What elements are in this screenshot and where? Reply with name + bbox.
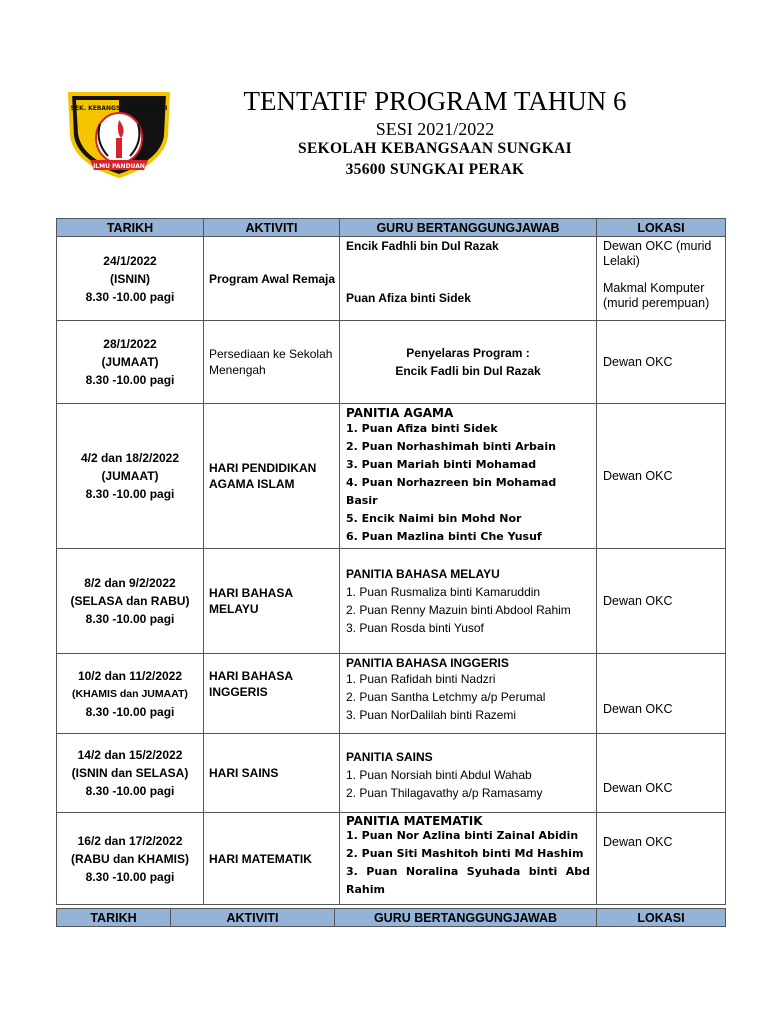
date-text: 14/2 dan 15/2/2022 bbox=[77, 748, 183, 762]
activity-cell: HARI PENDIDIKAN AGAMA ISLAM bbox=[204, 404, 340, 549]
date-cell bbox=[57, 321, 204, 404]
teacher-name: 3. Puan Mariah binti Mohamad bbox=[346, 458, 537, 471]
teacher-cell bbox=[340, 237, 597, 321]
day-text: (RABU dan KHAMIS) bbox=[71, 851, 189, 866]
col-header-guru: GURU BERTANGGUNGJAWAB bbox=[335, 909, 597, 927]
location-text: Dewan OKC (murid Lelaki) bbox=[603, 239, 712, 268]
teacher-cell bbox=[340, 734, 597, 813]
teacher-name: Puan Afiza binti Sidek bbox=[346, 291, 471, 305]
location-cell: Dewan OKC bbox=[597, 813, 726, 905]
day-text: (ISNIN) bbox=[110, 271, 150, 286]
teacher-name: 3. Puan Rosda binti Yusof bbox=[346, 621, 484, 635]
teacher-name: 4. Puan Norhazreen bin Mohamad Basir bbox=[346, 476, 557, 507]
panel-heading: PANITIA SAINS bbox=[346, 750, 433, 764]
activity-cell: HARI BAHASA INGGERIS bbox=[204, 654, 340, 734]
activity-cell: HARI SAINS bbox=[204, 734, 340, 813]
logo-top-text: SEK. KEBANGSAAN SUNGKAI bbox=[70, 105, 168, 112]
col-header-guru: GURU BERTANGGUNGJAWAB bbox=[340, 219, 597, 237]
time-text: 8.30 -10.00 pagi bbox=[85, 784, 175, 798]
school-address: 35600 SUNGKAI PERAK bbox=[345, 161, 525, 178]
teacher-cell bbox=[340, 321, 597, 404]
date-cell bbox=[57, 404, 204, 549]
schedule-table-continued bbox=[56, 908, 726, 927]
activity-cell: Program Awal Remaja bbox=[204, 237, 340, 321]
date-cell bbox=[57, 549, 204, 654]
teacher-cell bbox=[340, 549, 597, 654]
col-header-tarikh: TARIKH bbox=[57, 219, 204, 237]
table-header-row bbox=[57, 909, 726, 927]
table-header-row bbox=[57, 219, 726, 237]
coordinator-label: Penyelaras Program : bbox=[406, 346, 530, 360]
teacher-name: 2. Puan Renny Mazuin binti Abdool Rahim bbox=[346, 603, 571, 617]
panel-heading: PANITIA AGAMA bbox=[346, 406, 454, 420]
location-cell: Dewan OKC bbox=[597, 549, 726, 654]
school-name: SEKOLAH KEBANGSAAN SUNGKAI bbox=[298, 140, 572, 157]
activity-cell: HARI MATEMATIK bbox=[204, 813, 340, 905]
col-header-aktiviti: AKTIVITI bbox=[204, 219, 340, 237]
day-text: (JUMAAT) bbox=[101, 355, 159, 369]
day-text: (ISNIN dan SELASA) bbox=[71, 766, 189, 780]
teacher-name: Encik Fadhli bin Dul Razak bbox=[346, 239, 499, 253]
time-text: 8.30 -10.00 pagi bbox=[85, 487, 175, 501]
teacher-name: 2. Puan Norhashimah binti Arbain bbox=[346, 440, 556, 453]
teacher-name: 2. Puan Siti Mashitoh binti Md Hashim bbox=[346, 847, 584, 860]
col-header-tarikh: TARIKH bbox=[57, 909, 171, 927]
col-header-aktiviti: AKTIVITI bbox=[171, 909, 335, 927]
date-cell bbox=[57, 813, 204, 905]
date-text: 10/2 dan 11/2/2022 bbox=[77, 668, 183, 683]
table-row bbox=[57, 654, 726, 734]
teacher-name: 2. Puan Thilagavathy a/p Ramasamy bbox=[346, 786, 543, 800]
activity-cell: HARI BAHASA MELAYU bbox=[204, 549, 340, 654]
col-header-lokasi: LOKASI bbox=[597, 219, 726, 237]
date-text: 8/2 dan 9/2/2022 bbox=[84, 576, 176, 590]
date-cell bbox=[57, 654, 204, 734]
col-header-lokasi: LOKASI bbox=[597, 909, 726, 927]
teacher-cell bbox=[340, 404, 597, 549]
table-row bbox=[57, 237, 726, 321]
logo-ribbon-text: ILMU PANDUAN bbox=[93, 163, 145, 170]
time-text: 8.30 -10.00 pagi bbox=[85, 289, 175, 304]
teacher-name: 5. Encik Naimi bin Mohd Nor bbox=[346, 512, 522, 525]
time-text: 8.30 -10.00 pagi bbox=[85, 612, 175, 626]
date-text: 16/2 dan 17/2/2022 bbox=[77, 833, 183, 848]
date-cell bbox=[57, 734, 204, 813]
table-row bbox=[57, 404, 726, 549]
session-label: SESI 2021/2022 bbox=[375, 119, 495, 139]
teacher-name: Encik Fadli bin Dul Razak bbox=[395, 364, 541, 378]
location-cell bbox=[597, 237, 726, 321]
teacher-name: 1. Puan Nor Azlina binti Zainal Abidin bbox=[346, 829, 579, 842]
teacher-name: 1. Puan Norsiah binti Abdul Wahab bbox=[346, 768, 532, 782]
teacher-name: 3. Puan NorDalilah binti Razemi bbox=[346, 708, 517, 722]
document-title: TENTATIF PROGRAM TAHUN 6 bbox=[243, 86, 627, 116]
schedule-table bbox=[56, 218, 726, 905]
teacher-name: 1. Puan Rusmaliza binti Kamaruddin bbox=[346, 585, 541, 599]
teacher-name: 1. Puan Rafidah binti Nadzri bbox=[346, 672, 496, 686]
panel-heading: PANITIA MATEMATIK bbox=[346, 814, 483, 828]
date-text: 4/2 dan 18/2/2022 bbox=[80, 451, 180, 465]
teacher-cell bbox=[340, 654, 597, 734]
day-text: (JUMAAT) bbox=[101, 469, 159, 483]
panel-heading: PANITIA BAHASA INGGERIS bbox=[346, 656, 509, 670]
table-row bbox=[57, 813, 726, 905]
date-text: 24/1/2022 bbox=[103, 253, 157, 268]
teacher-name: 6. Puan Mazlina binti Che Yusuf bbox=[346, 530, 542, 543]
day-text: (KHAMIS dan JUMAAT) bbox=[72, 687, 188, 700]
activity-cell: Persediaan ke Sekolah Menengah bbox=[204, 321, 340, 404]
teacher-cell bbox=[340, 813, 597, 905]
date-text: 28/1/2022 bbox=[103, 337, 157, 351]
location-text: Makmal Komputer (murid perempuan) bbox=[603, 281, 710, 310]
school-crest-logo bbox=[64, 88, 174, 180]
table-row bbox=[57, 549, 726, 654]
location-cell: Dewan OKC bbox=[597, 404, 726, 549]
teacher-name: 2. Puan Santha Letchmy a/p Perumal bbox=[346, 690, 546, 704]
time-text: 8.30 -10.00 pagi bbox=[85, 373, 175, 387]
table-row bbox=[57, 321, 726, 404]
teacher-name: 3. Puan Noralina Syuhada binti Abd Rahim bbox=[346, 865, 590, 896]
day-text: (SELASA dan RABU) bbox=[70, 594, 190, 608]
location-cell: Dewan OKC bbox=[597, 654, 726, 734]
time-text: 8.30 -10.00 pagi bbox=[85, 869, 175, 884]
panel-heading: PANITIA BAHASA MELAYU bbox=[346, 567, 500, 581]
time-text: 8.30 -10.00 pagi bbox=[85, 704, 175, 719]
date-cell bbox=[57, 237, 204, 321]
location-cell: Dewan OKC bbox=[597, 734, 726, 813]
teacher-name: 1. Puan Afiza binti Sidek bbox=[346, 422, 498, 435]
location-cell: Dewan OKC bbox=[597, 321, 726, 404]
table-row bbox=[57, 734, 726, 813]
